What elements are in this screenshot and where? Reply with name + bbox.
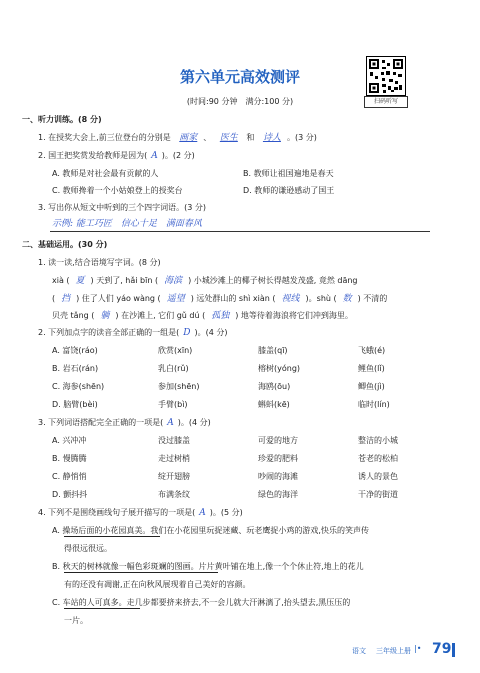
s1-q2-option-b: B. 教师让祖国遍地是春天 [243, 169, 334, 178]
s2-q2-option-cell: 榕树(yóng) [258, 364, 301, 373]
s2-q3-option-cell: 绽开翅膀 [158, 472, 190, 481]
s2-q2-option-cell: 临时(lín) [358, 400, 390, 409]
s1-q1-answer-2: 医生 [219, 133, 238, 143]
s2-q4-option-c-line2: 一片。 [64, 616, 88, 625]
s2-q1-ans-dang: 挡 [61, 294, 71, 304]
underline-a [64, 536, 160, 537]
s1-q1-score: 。(3 分) [286, 133, 317, 142]
s2-q4-answer: A [199, 508, 206, 518]
s2-q2-option-cell: 蝌蚪(kē) [258, 400, 290, 409]
s2-q2-option-cell: 膝盖(qī) [258, 346, 288, 355]
qr-caption: 扫码听写 [364, 96, 408, 108]
s2-q4-text: 4. 下列不是围绕画线句子展开描写的一项是( [38, 508, 196, 517]
s1-q1-answer-3: 诗人 [262, 133, 281, 143]
s1-q2-text: 2. 国王把奖赏发给教师是因为( [38, 151, 148, 160]
s2-q1-ans-tang: 躺 [100, 311, 110, 321]
s2-q1-ans-shu: 数 [342, 294, 352, 304]
footer-grade: 三年级上册 [376, 647, 411, 655]
s2-q3-option-cell: 可爱的地方 [258, 436, 298, 445]
s2-q1-ans-xia: 夏 [75, 276, 85, 286]
s2-q2-answer: D [183, 328, 191, 338]
s1-q2-score: )。(2 分) [161, 151, 195, 160]
s2-q3-option-cell: 吵闹的海滩 [258, 472, 298, 481]
s2-q3-option-cell: 珍爱的肥料 [258, 454, 298, 463]
s2-q1-line-3: 贝壳 tǎng ( 躺 ) 在沙滩上, 它们 gǔ dú ( 孤独 ) 地等待着海浪将它们冲到海里。 [52, 311, 353, 321]
s2-q3-answer: A [167, 418, 174, 428]
exam-subtitle: (时间:90 分钟 满分:100 分) [186, 97, 294, 106]
s2-q3 [38, 418, 211, 428]
s2-q1-line-2: ( 挡 ) 住了人们 yáo wàng ( 遥望 ) 远处群山的 shì xiàn ( 视线 )。shù ( 数 ) 不清的 [52, 294, 388, 304]
page-title: 第六单元高效测评 [179, 68, 300, 86]
s1-q1-answer-1: 画家 [179, 133, 198, 143]
s1-q1-and: 和 [246, 133, 255, 142]
footer-bar [452, 643, 455, 657]
qr-code[interactable] [366, 56, 406, 96]
s2-q2-option-cell: 鲫鱼(jì) [358, 382, 385, 391]
footer-separator: |• [414, 644, 422, 653]
s2-q3-option-cell: 诱人的景色 [358, 472, 398, 481]
s2-q4-option-b-line2: 有的还没有凋谢,正在向秋风展现着自己美好的容颜。 [64, 580, 251, 589]
s2-q3-score: )。(4 分) [177, 418, 211, 427]
s2-q3-option-cell: 绿色的海洋 [258, 490, 298, 499]
s2-q3-option-cell: 走过树梢 [158, 454, 190, 463]
s2-q2-option-cell: C. 海参(shēn) [52, 382, 105, 391]
s2-q4-option-a-line1: A. 操场后面的小花园真美。我们在小花园里玩捉迷藏、玩老鹰捉小鸡的游戏,快乐的笑声传 [52, 526, 369, 535]
s1-q1-separator: 、 [203, 133, 212, 142]
s2-q2 [38, 328, 228, 338]
s2-q1-text: 1. 读一读,结合语境写字词。(8 分) [38, 258, 161, 267]
s1-q2-answer: A [151, 151, 158, 161]
s1-q1 [38, 133, 317, 143]
s1-q2-option-d: D. 教师的谦逊感动了国王 [243, 186, 335, 195]
s2-q2-text: 2. 下列加点字的读音全部正确的一组是( [38, 328, 180, 337]
s1-q3-text: 3. 写出你从短文中听到的三个四字词语。(3 分) [38, 203, 207, 212]
s2-q2-option-cell: 欣赏(xīn) [158, 346, 193, 355]
s2-q2-option-cell: 飞蛾(é) [358, 346, 386, 355]
s2-q3-option-cell: 没过膝盖 [158, 436, 190, 445]
s2-q3-option-cell: A. 兴冲冲 [52, 436, 87, 445]
underline-c [64, 608, 140, 609]
s2-q2-option-cell: 参加(shēn) [158, 382, 200, 391]
s2-q2-option-cell: 海鸥(ōu) [258, 382, 291, 391]
s1-q2 [38, 151, 195, 161]
s2-q2-option-cell: D. 脑臂(bèi) [52, 400, 98, 409]
s2-q3-option-cell: D. 颤抖抖 [52, 490, 88, 499]
s2-q2-option-cell: 鲤鱼(lǐ) [358, 364, 385, 373]
s2-q2-score: )。(4 分) [194, 328, 228, 337]
s1-q1-text: 1. 在授奖大会上,前三位登台的分别是 [38, 133, 171, 142]
footer-subject: 语文 [352, 647, 366, 655]
s2-q1-ans-gudu: 孤独 [211, 311, 230, 321]
s2-q1-ans-haibin: 海滨 [164, 276, 183, 286]
underline-b [64, 572, 218, 573]
s2-q4-option-b-line1: B. 秋天的树林就像一幅色彩斑斓的图画。片片黄叶铺在地上,像一个个休止符,地上的花儿 [52, 562, 364, 571]
s1-q2-option-a: A. 教师是对社会最有贡献的人 [52, 169, 159, 178]
s2-q4-option-a-line2: 得很远很远。 [64, 544, 112, 553]
section2-heading: 二、基础运用。(30 分) [22, 240, 108, 249]
s2-q3-option-cell: 整洁的小城 [358, 436, 398, 445]
answer-line [50, 231, 430, 232]
section1-heading: 一、听力训练。(8 分) [22, 115, 102, 124]
page-number: 79 [432, 641, 452, 657]
s2-q3-option-cell: B. 慢腾腾 [52, 454, 87, 463]
s2-q3-option-cell: 干净的街道 [358, 490, 398, 499]
s2-q2-option-cell: A. 富饶(ráo) [52, 346, 98, 355]
s2-q4 [38, 508, 243, 518]
s2-q3-option-cell: 苍老的松柏 [358, 454, 398, 463]
s2-q1-ans-shixian: 视线 [281, 294, 300, 304]
s2-q4-option-c-line1: C. 车站的人可真多。走几步都要挤来挤去,不一会儿就大汗淋漓了,抬头望去,黑压压的 [52, 598, 351, 607]
s2-q1-ans-yaowang: 遥望 [166, 294, 185, 304]
s2-q1-line-1: xià ( 夏 ) 天到了, hǎi bīn ( 海滨 ) 小城沙滩上的椰子树长得越发茂盛, 竟然 dāng [52, 276, 358, 286]
s2-q3-option-cell: C. 静悄悄 [52, 472, 87, 481]
s2-q2-option-cell: 手臂(bì) [158, 400, 188, 409]
s1-q2-option-c: C. 教师搀着一个小姑娘登上的授奖台 [52, 186, 183, 195]
s2-q4-score: )。(5 分) [209, 508, 243, 517]
s2-q2-option-cell: B. 岩石(rán) [52, 364, 99, 373]
s2-q3-option-cell: 布满条纹 [158, 490, 190, 499]
s2-q3-text: 3. 下列词语搭配完全正确的一项是( [38, 418, 164, 427]
s1-q3-answer: 示例: 能工巧匠 信心十足 满面春风 [52, 219, 202, 229]
s2-q2-option-cell: 乳白(rǔ) [158, 364, 189, 373]
